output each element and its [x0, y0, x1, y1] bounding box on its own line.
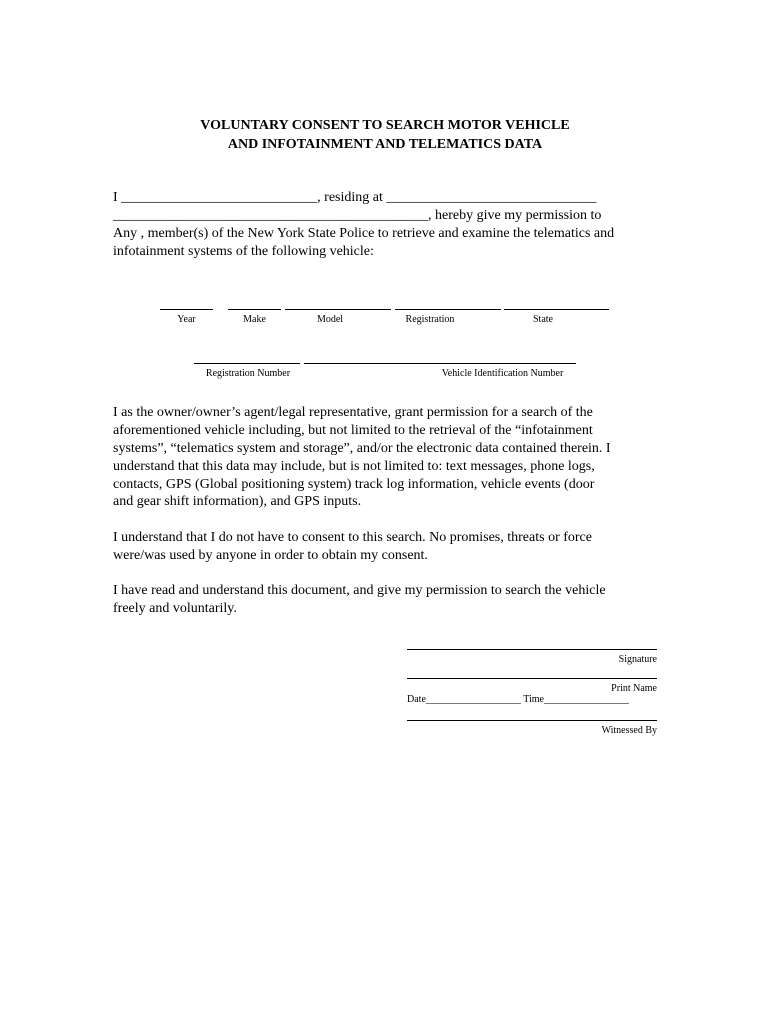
paragraph-1-line: contacts, GPS (Global positioning system) track log information, vehicle events (door	[113, 477, 595, 492]
document-title-line-1: VOLUNTARY CONSENT TO SEARCH MOTOR VEHICLE	[200, 118, 570, 133]
intro-line-3: Any , member(s) of the New York State Police to retrieve and examine the telematics and	[113, 226, 615, 241]
signature-label: Signature	[618, 654, 657, 665]
date-time-field[interactable]: Date___________________ Time_________________	[407, 694, 629, 705]
year-label: Year	[177, 314, 196, 325]
registration-number-line[interactable]	[194, 363, 300, 364]
paragraph-3-line: I have read and understand this document, and give my permission to search the vehicle	[113, 583, 606, 598]
paragraph-1-line: understand that this data may include, but is not limited to: text messages, phone logs,	[113, 459, 595, 474]
intro-line-4: infotainment systems of the following vehicle:	[113, 244, 374, 259]
year-line[interactable]	[160, 309, 213, 310]
paragraph-3-line: freely and voluntarily.	[113, 601, 237, 616]
witness-line[interactable]	[407, 720, 657, 721]
make-line[interactable]	[228, 309, 281, 310]
paragraph-1-line: I as the owner/owner’s agent/legal representative, grant permission for a search of the	[113, 405, 593, 420]
state-line[interactable]	[504, 309, 609, 310]
registration-number-label: Registration Number	[205, 368, 291, 379]
state-label: State	[533, 314, 553, 325]
intro-line-1: I ____________________________, residing at ______________________________	[113, 190, 597, 205]
vin-line[interactable]	[304, 363, 576, 364]
paragraph-1-line: systems”, “telematics system and storage”, and/or the electronic data contained therein. I	[113, 441, 611, 456]
intro-line-2: _____________________________________________, hereby give my permission to	[113, 208, 602, 223]
signature-line[interactable]	[407, 649, 657, 650]
paragraph-1-line: aforementioned vehicle including, but not limited to the retrieval of the “infotainment	[113, 423, 593, 438]
print-name-line[interactable]	[407, 678, 657, 679]
model-label: Model	[316, 314, 344, 325]
make-label: Make	[243, 314, 266, 325]
print-name-label: Print Name	[611, 683, 657, 694]
vin-label: Vehicle Identification Number	[441, 368, 564, 379]
paragraph-2-line: were/was used by anyone in order to obtain my consent.	[113, 548, 428, 563]
registration-line[interactable]	[395, 309, 501, 310]
registration-label: Registration	[405, 314, 455, 325]
model-line[interactable]	[285, 309, 391, 310]
witnessed-by-label: Witnessed By	[601, 725, 657, 736]
paragraph-1-line: and gear shift information), and GPS inputs.	[113, 494, 362, 509]
document-title-line-2: AND INFOTAINMENT AND TELEMATICS DATA	[227, 137, 543, 152]
paragraph-2-line: I understand that I do not have to consent to this search. No promises, threats or force	[113, 530, 592, 545]
